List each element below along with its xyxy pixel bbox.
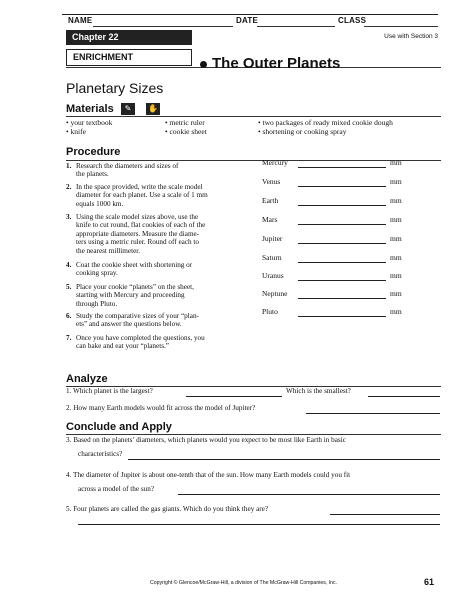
step-number: 7. <box>66 334 72 342</box>
question-3: 3. Based on the planets’ diameters, which planets would you expect to be most like Earth in basic <box>66 436 346 444</box>
enrichment-badge: ENRICHMENT <box>66 49 192 66</box>
name-field-line <box>93 26 233 27</box>
unit-label: mm <box>390 271 402 280</box>
top-rule <box>62 14 438 15</box>
planet-label: Uranus <box>262 271 284 280</box>
planet-answer-line[interactable] <box>298 243 386 244</box>
page-title <box>200 55 340 72</box>
planet-label: Mercury <box>262 158 288 167</box>
date-field-line <box>257 26 335 27</box>
safety-icon: ✎ <box>121 103 135 115</box>
analyze-heading: Analyze <box>66 373 108 385</box>
step-text: In the space provided, write the scale model <box>76 183 203 191</box>
question-4-cont: across a model of the sun? <box>78 485 155 493</box>
step-text: Research the diameters and sizes of <box>76 162 179 170</box>
procedure-step <box>66 183 248 208</box>
page-number: 61 <box>424 577 435 587</box>
material-item: • cookie sheet <box>165 127 207 136</box>
step-text: through Pluto. <box>76 299 118 308</box>
planet-answer-line[interactable] <box>298 298 386 299</box>
step-text: Place your cookie “planets” on the sheet, <box>76 283 194 291</box>
question-4: 4. The diameter of Jupiter is about one-tenth that of the sun. How many Earth models could you fit <box>66 471 351 479</box>
material-item: • shortening or cooking spray <box>258 127 347 136</box>
procedure-step <box>66 213 248 255</box>
step-text: Study the comparative sizes of your “plan- <box>76 312 199 320</box>
copyright: Copyright © Glencoe/McGraw-Hill, a division of The McGraw-Hill Companies, Inc. <box>150 580 338 586</box>
materials-rule <box>66 116 441 117</box>
material-item: • your textbook <box>66 118 113 127</box>
conclude-heading: Conclude and Apply <box>66 421 172 433</box>
step-text: starting with Mercury and proceeding <box>76 291 185 300</box>
planet-label: Jupiter <box>262 234 283 243</box>
step-text: can bake and eat your “planets.” <box>76 342 169 351</box>
materials-heading: Materials <box>66 103 114 115</box>
planet-answer-line[interactable] <box>298 167 386 168</box>
step-text: diameter for each planet. Use a scale of 1 mm <box>76 191 208 200</box>
step-number: 2. <box>66 183 72 191</box>
planet-answer-line[interactable] <box>298 262 386 263</box>
answer-line-5[interactable] <box>330 514 440 515</box>
step-text: Using the scale model sizes above, use the <box>76 213 199 221</box>
step-number: 3. <box>66 213 72 221</box>
page-title-text: The Outer Planets <box>212 55 341 72</box>
question-2: 2. How many Earth models would fit across the model of Jupiter? <box>66 404 256 412</box>
hand-icon: ✋ <box>146 103 160 115</box>
question-1b: Which is the smallest? <box>286 387 351 395</box>
class-field-line <box>364 26 438 27</box>
procedure-heading: Procedure <box>66 146 121 158</box>
material-item: • two packages of ready mixed cookie dough <box>258 118 393 127</box>
materials-col2 <box>165 118 207 136</box>
unit-label: mm <box>390 158 402 167</box>
use-with-note: Use with Section 3 <box>384 33 438 40</box>
answer-line-5b[interactable] <box>78 524 440 525</box>
procedure-step <box>66 334 248 351</box>
name-label: NAME <box>68 16 93 25</box>
bullet-icon <box>200 61 207 68</box>
planet-answer-line[interactable] <box>298 186 386 187</box>
planet-label: Saturn <box>262 253 282 262</box>
materials-col1 <box>66 118 112 136</box>
question-5: 5. Four planets are called the gas giants. Which do you think they are? <box>66 505 269 513</box>
materials-col3 <box>258 118 393 136</box>
step-number: 1. <box>66 162 72 170</box>
planet-label: Neptune <box>262 289 288 298</box>
date-label: DATE <box>236 16 258 25</box>
step-text: knife to cut round, flat cookies of each of the <box>76 221 206 230</box>
unit-label: mm <box>390 307 402 316</box>
step-text: appropriate diameters. Measure the diame- <box>76 229 200 238</box>
step-text: cooking spray. <box>76 269 118 278</box>
answer-line-1a[interactable] <box>186 396 282 397</box>
procedure-step <box>66 261 248 278</box>
planet-label: Earth <box>262 196 279 205</box>
answer-line-3[interactable] <box>128 459 440 460</box>
procedure-step <box>66 162 248 179</box>
step-text: the planets. <box>76 170 109 179</box>
procedure-step <box>66 283 248 308</box>
procedure-step <box>66 312 248 329</box>
planet-answer-line[interactable] <box>298 205 386 206</box>
step-number: 6. <box>66 312 72 320</box>
step-text: ets” and answer the questions below. <box>76 320 182 329</box>
planet-label: Venus <box>262 177 281 186</box>
unit-label: mm <box>390 234 402 243</box>
class-label: CLASS <box>338 16 367 25</box>
unit-label: mm <box>390 215 402 224</box>
unit-label: mm <box>390 289 402 298</box>
answer-line-1b[interactable] <box>368 396 440 397</box>
material-item: • metric ruler <box>165 118 205 127</box>
planet-answer-line[interactable] <box>298 316 386 317</box>
planet-label: Mars <box>262 215 278 224</box>
unit-label: mm <box>390 177 402 186</box>
material-item: • knife <box>66 127 86 136</box>
step-text: Coat the cookie sheet with shortening or <box>76 261 193 269</box>
answer-line-2[interactable] <box>306 413 440 414</box>
conclude-rule <box>66 434 441 435</box>
procedure-rule <box>66 160 441 161</box>
answer-line-4[interactable] <box>178 494 440 495</box>
subtitle: Planetary Sizes <box>66 80 164 96</box>
planet-answer-line[interactable] <box>298 280 386 281</box>
chapter-badge: Chapter 22 <box>66 30 192 45</box>
question-1a: 1. Which planet is the largest? <box>66 387 153 395</box>
unit-label: mm <box>390 253 402 262</box>
planet-answer-line[interactable] <box>298 224 386 225</box>
question-3-cont: characteristics? <box>78 450 123 458</box>
step-text: the nearest millimeter. <box>76 246 141 255</box>
step-text: ters using a metric ruler. Round off each to <box>76 238 200 247</box>
step-text: equals 1000 km. <box>76 199 124 208</box>
step-text: Once you have completed the questions, you <box>76 334 205 342</box>
unit-label: mm <box>390 196 402 205</box>
step-number: 5. <box>66 283 72 291</box>
planet-label: Pluto <box>262 307 278 316</box>
step-number: 4. <box>66 261 72 269</box>
